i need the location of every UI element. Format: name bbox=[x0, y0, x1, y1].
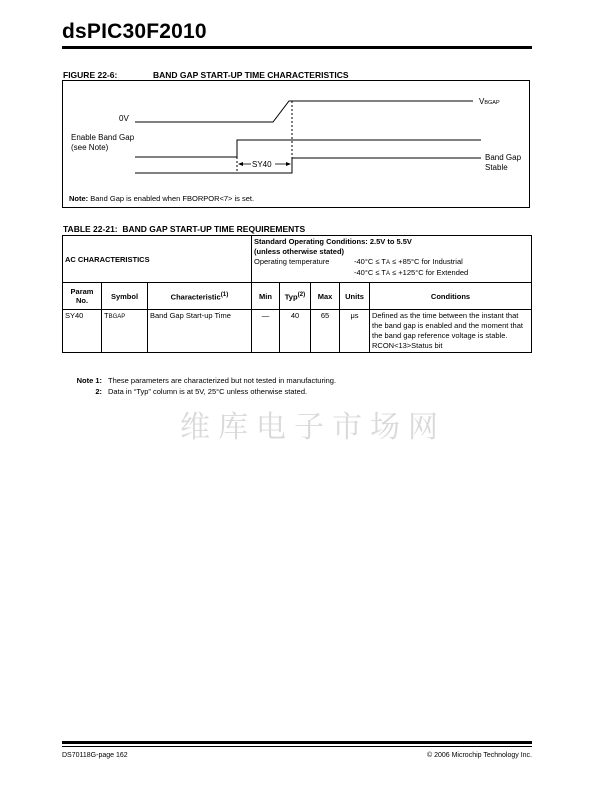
cell-param: SY40 bbox=[63, 310, 102, 353]
header-characteristic: Characteristic$^{(1)}$ bbox=[148, 283, 252, 310]
header-symbol: Symbol bbox=[102, 283, 148, 310]
stable-waveform bbox=[135, 158, 481, 173]
page-title: dsPIC30F2010 bbox=[62, 20, 207, 43]
footer-rule-thick bbox=[62, 741, 532, 744]
sy40-arrowhead-right bbox=[286, 162, 291, 166]
header-param: Param No. bbox=[63, 283, 102, 310]
cell-characteristic: Band Gap Start-up Time bbox=[148, 310, 252, 353]
vbgap-label: VBGAP bbox=[479, 97, 500, 106]
figure-number: FIGURE 22-6: bbox=[63, 70, 118, 80]
zero-volt-label: 0V bbox=[119, 114, 129, 123]
table-caption bbox=[63, 224, 305, 234]
header-min: Min bbox=[252, 283, 280, 310]
header-rule bbox=[62, 46, 532, 49]
ac-characteristics-title: AC CHARACTERISTICS bbox=[63, 236, 252, 283]
table-header-row bbox=[63, 283, 532, 310]
footer-doc-number: DS70118G-page 162 bbox=[62, 752, 128, 759]
footer-copyright: © 2006 Microchip Technology Inc. bbox=[426, 752, 532, 759]
vbgap-waveform bbox=[135, 101, 473, 122]
stable-label-line2: Stable bbox=[485, 163, 508, 172]
footer-rule-thin bbox=[62, 746, 532, 747]
note-2: 2: Data in “Typ” column is at 5V, 25°C unless otherwise stated. bbox=[95, 387, 308, 396]
table-number: TABLE 22-21: bbox=[63, 224, 118, 234]
figure-caption bbox=[63, 70, 349, 80]
cell-typ: 40 bbox=[280, 310, 311, 353]
stable-label-line1: Band Gap bbox=[485, 153, 522, 162]
table-title: BAND GAP START-UP TIME REQUIREMENTS bbox=[122, 224, 306, 234]
enable-label-line2: (see Note) bbox=[71, 143, 109, 152]
sy40-label: SY40 bbox=[252, 160, 272, 169]
header-units: Units bbox=[340, 283, 370, 310]
header-conditions: Conditions bbox=[370, 283, 532, 310]
header-typ: Typ$^{(2)}$ bbox=[280, 283, 311, 310]
cell-min: — bbox=[252, 310, 280, 353]
cell-max: 65 bbox=[311, 310, 340, 353]
operating-conditions: Standard Operating Conditions: 2.5V to 5.5V (unless otherwise stated) Operating temperature -40°C ≤ TA ≤ +85°C for Industrial -40°C ≤ TA ≤ +125°C for Extended bbox=[252, 236, 532, 283]
enable-waveform bbox=[135, 140, 481, 157]
table-row bbox=[63, 310, 532, 353]
table-conditions-row bbox=[63, 236, 532, 283]
figure-note: Note: Band Gap is enabled when FBORPOR<7> is set. bbox=[69, 194, 255, 203]
header-max: Max bbox=[311, 283, 340, 310]
cell-conditions: Defined as the time between the instant that the band gap is enabled and the moment that the band gap reference voltage is stable. RCON<13>Status bit bbox=[370, 310, 532, 353]
note-1: Note 1: These parameters are characterized but not tested in manufacturing. bbox=[76, 376, 337, 385]
table-notes bbox=[63, 375, 336, 397]
sy40-arrowhead-left bbox=[238, 162, 243, 166]
figure-title: BAND GAP START-UP TIME CHARACTERISTICS bbox=[153, 70, 349, 80]
cell-symbol: TBGAP bbox=[102, 310, 148, 353]
requirements-table bbox=[62, 235, 532, 353]
cell-units: μs bbox=[340, 310, 370, 353]
watermark: 维库电子市场网 bbox=[180, 410, 446, 445]
enable-label-line1: Enable Band Gap bbox=[71, 133, 135, 142]
timing-figure bbox=[62, 80, 530, 208]
timing-diagram bbox=[63, 81, 531, 209]
